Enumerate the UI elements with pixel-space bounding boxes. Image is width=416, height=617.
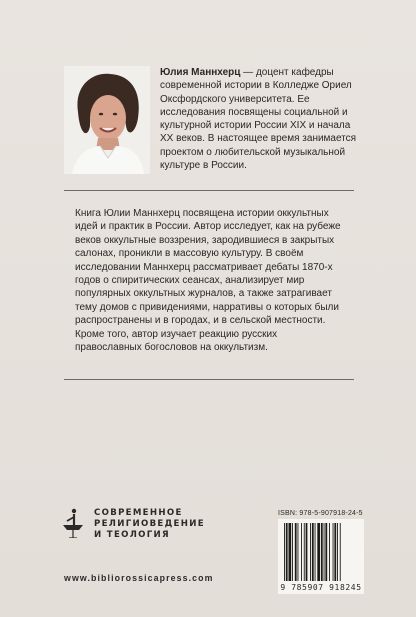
boat-figure-icon: [62, 508, 84, 538]
barcode-bar: [289, 523, 292, 581]
divider-top: [64, 190, 354, 191]
barcode-bar: [301, 523, 302, 581]
divider-bottom: [64, 379, 354, 380]
series-line-3: И ТЕОЛОГИЯ: [94, 529, 170, 540]
author-bio-text: — доцент кафедры современной истории в Колледже Ориел Оксфордского университета. Ее исследования посвящены социальной и культурной истории России XIX и начала XX веков. В настоящее время занимается проектом о любительской музыкальной культуре в России.: [160, 67, 357, 172]
author-name: Юлия Маннхерц: [160, 67, 241, 78]
website-url: www.bibliorossicapress.com: [64, 573, 214, 583]
isbn-block: [278, 510, 366, 594]
barcode-bar: [284, 523, 285, 581]
barcode-bar: [321, 523, 323, 581]
isbn-label: ISBN: 978-5-907918-24-5: [278, 510, 363, 517]
barcode: [278, 519, 364, 594]
barcode-bar: [295, 523, 297, 581]
barcode-bar: [329, 523, 330, 581]
series-logo-block: [62, 508, 205, 540]
barcode-bar: [315, 523, 316, 581]
barcode-bar: [324, 523, 325, 581]
barcode-bars: [282, 523, 360, 581]
barcode-bar: [334, 523, 336, 581]
series-title: [94, 508, 205, 540]
author-photo: [64, 66, 150, 174]
barcode-bar: [306, 523, 308, 581]
barcode-digits: 9 785907 918245: [280, 583, 362, 592]
barcode-bar: [304, 523, 305, 581]
barcode-bar: [333, 523, 334, 581]
barcode-bar: [298, 523, 299, 581]
barcode-bar: [312, 523, 314, 581]
barcode-bar: [340, 523, 341, 581]
barcode-bar: [310, 523, 311, 581]
series-line-2: РЕЛИГИОВЕДЕНИЕ: [94, 518, 205, 529]
barcode-bar: [325, 523, 327, 581]
book-annotation: Книга Юлии Маннхерц посвящена истории оккультных идей и практик в России. Автор исследует, как на рубеже веков оккультные воззрения, зародившиеся в закрытых салонах, проникли в массовую культуру. В своём исследовании Маннхерц рассматривает дебаты 1870-х годов о спиритических сеансах, анализирует мир популярных оккультных журналов, а также затрагивает тему домов с привидениями, нарративы о которых были распространены и в городах, и в сельской местности. Кроме того, автор изучает реакцию русских православных богословов на оккультизм.: [75, 208, 341, 354]
barcode-bar: [292, 523, 293, 581]
barcode-bar: [317, 523, 320, 581]
author-bio: [160, 66, 360, 172]
barcode-bar: [337, 523, 338, 581]
series-line-1: СОВРЕМЕННОЕ: [94, 508, 183, 518]
barcode-bar: [286, 523, 288, 581]
